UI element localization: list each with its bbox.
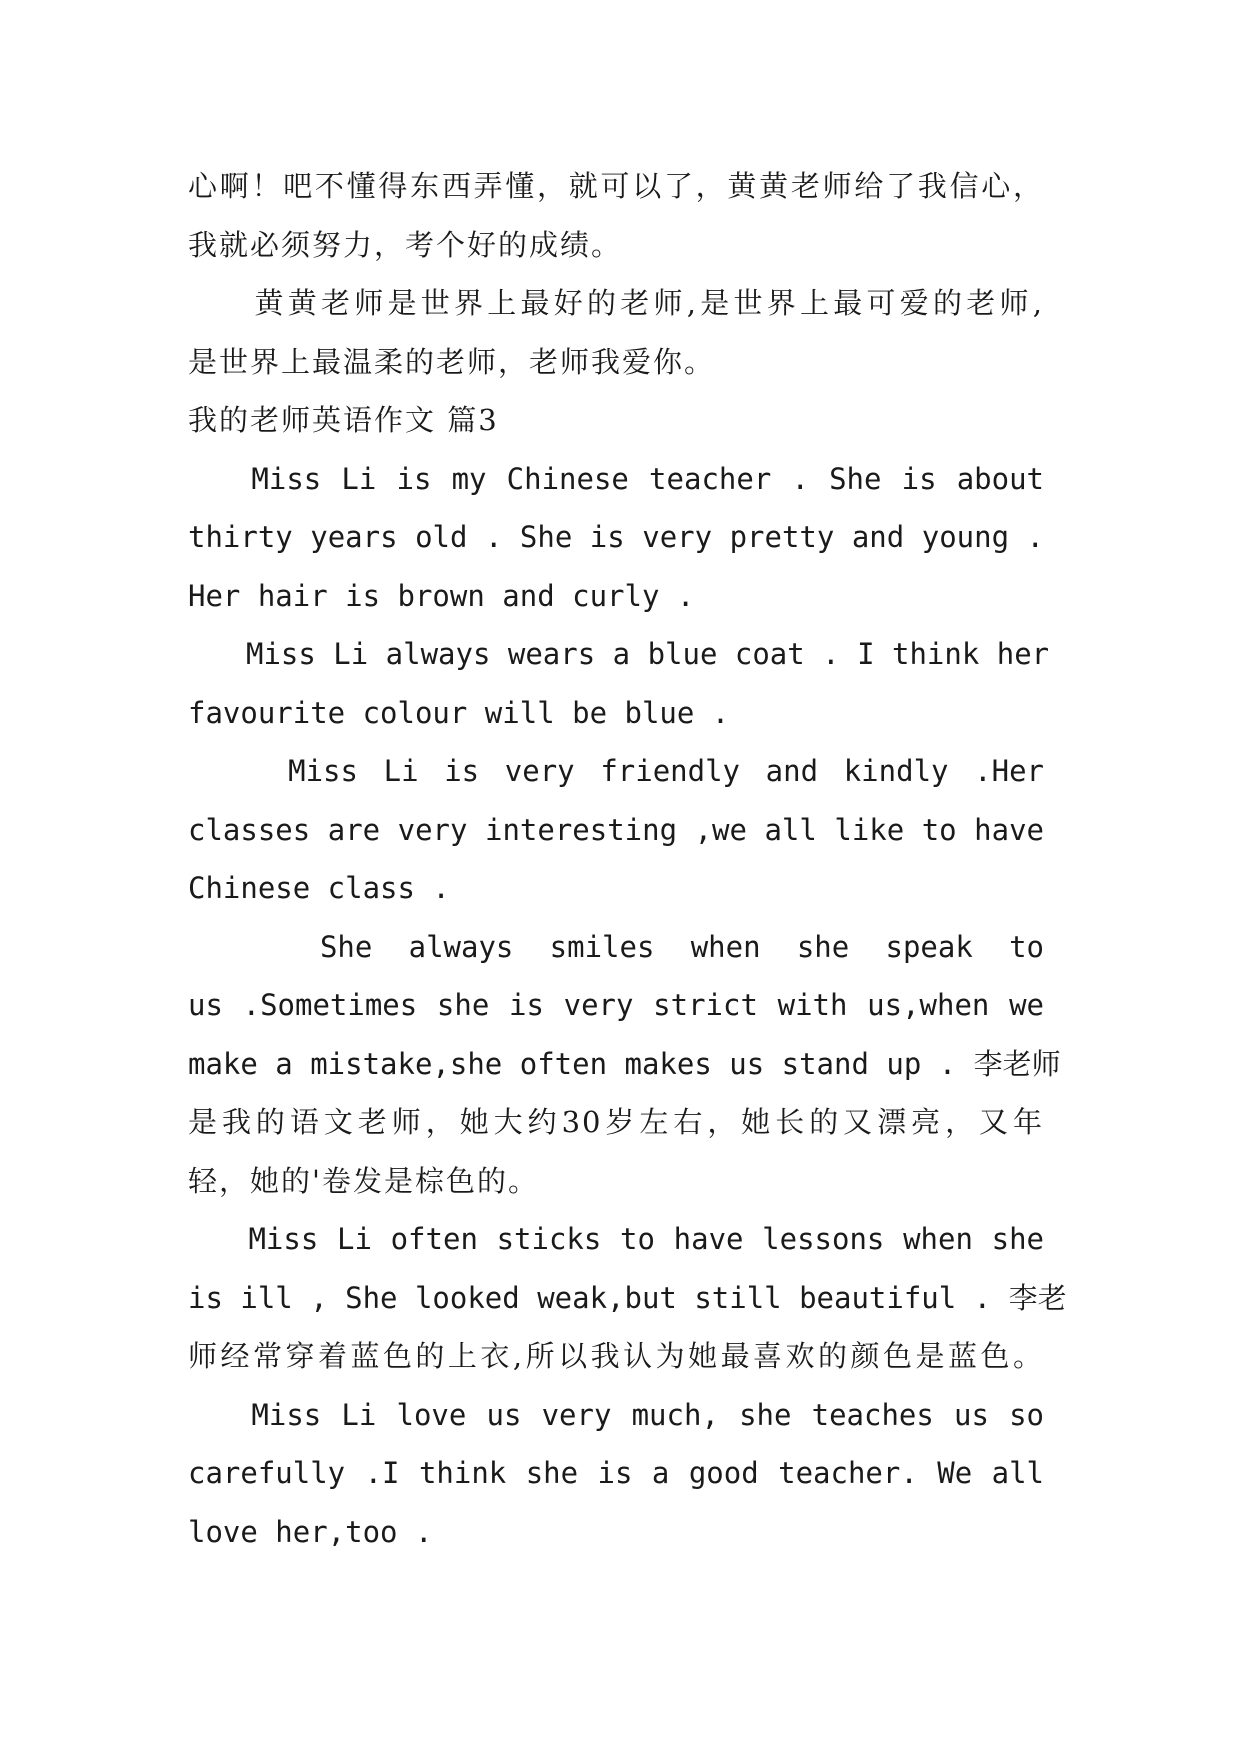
text-line: favourite colour will be blue . bbox=[188, 695, 730, 730]
text-line: love her,too . bbox=[188, 1514, 433, 1549]
text-line: Miss Li often sticks to have lessons when she bbox=[188, 1222, 1044, 1256]
text-line: 是世界上最温柔的老师，老师我爱你。 bbox=[188, 344, 716, 379]
text-line: Chinese class . bbox=[188, 871, 450, 905]
text-line: classes are very interesting ,we all like to have bbox=[188, 812, 1044, 847]
text-line: is ill , She looked weak,but still beautiful . 李老 bbox=[188, 1280, 1067, 1315]
text-line: us .Sometimes she is very strict with us,when we bbox=[188, 988, 1044, 1022]
text-line: Miss Li always wears a blue coat . I think her bbox=[188, 637, 1050, 671]
text-line: Miss Li love us very much, she teaches us so bbox=[188, 1397, 1044, 1432]
section-heading: 我的老师英语作文 篇3 bbox=[188, 403, 499, 437]
text-line: make a mistake,she often makes us stand up . 李老师 bbox=[188, 1046, 1061, 1081]
text-line: 心啊！吧不懂得东西弄懂，就可以了，黄黄老师给了我信心， bbox=[188, 169, 1044, 203]
text-line: Her hair is brown and curly . bbox=[188, 578, 695, 613]
text-line: Miss Li is very friendly and kindly .Her bbox=[188, 754, 1044, 788]
text-line: She always smiles when she speak to bbox=[188, 929, 1044, 964]
text-line: 是我的语文老师，她大约30岁左右，她长的又漂亮，又年 bbox=[188, 1105, 1044, 1139]
text-line: thirty years old . She is very pretty and young . bbox=[188, 520, 1044, 554]
text-line: 黄黄老师是世界上最好的老师,是世界上最可爱的老师, bbox=[188, 286, 1044, 320]
text-line: 轻，她的'卷发是棕色的。 bbox=[188, 1163, 539, 1198]
text-line: carefully .I think she is a good teacher. We all bbox=[188, 1456, 1044, 1490]
document-body bbox=[188, 157, 1067, 1561]
text-line: 师经常穿着蓝色的上衣,所以我认为她最喜欢的颜色是蓝色。 bbox=[188, 1339, 1044, 1373]
text-line: Miss Li is my Chinese teacher . She is about bbox=[188, 461, 1044, 496]
text-line: 我就必须努力，考个好的成绩。 bbox=[188, 227, 623, 262]
